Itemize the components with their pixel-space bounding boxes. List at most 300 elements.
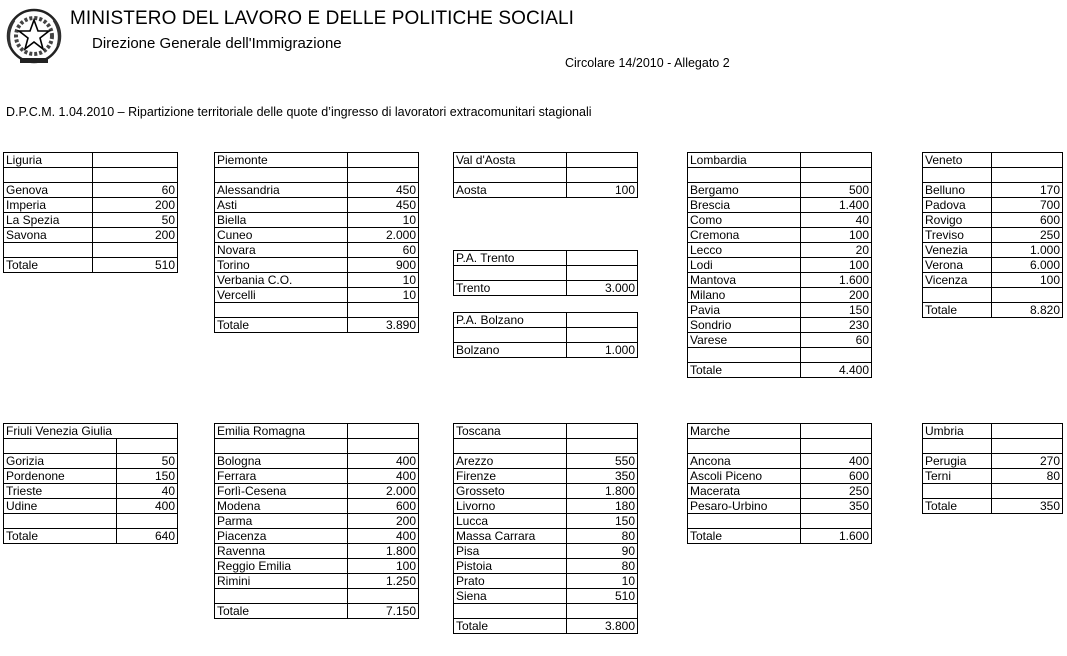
empty-cell [117,514,178,529]
table-row [688,348,872,363]
province-quota: 60 [348,243,419,258]
table-row [454,251,638,266]
table-row [4,258,178,273]
province-name: Udine [4,499,117,514]
empty-cell [454,439,567,454]
province-name: Livorno [454,499,567,514]
empty-cell [567,168,638,183]
region-name: Umbria [923,424,992,439]
table-row [688,439,872,454]
empty-cell [215,589,348,604]
table-row [454,604,638,619]
table-row [215,168,419,183]
province-quota: 60 [93,183,178,198]
empty-cell [567,251,638,266]
table-row [454,454,638,469]
province-quota: 550 [567,454,638,469]
province-name: Torino [215,258,348,273]
province-quota: 250 [992,228,1063,243]
table-row [454,343,638,358]
province-name: Trieste [4,484,117,499]
province-name: Genova [4,183,93,198]
table-row [454,529,638,544]
table-row [923,439,1063,454]
table-row [688,333,872,348]
empty-cell [567,266,638,281]
province-quota: 200 [93,228,178,243]
empty-cell [992,439,1063,454]
table-row [688,499,872,514]
circolare-reference: Circolare 14/2010 - Allegato 2 [565,56,730,70]
province-quota: 1.250 [348,574,419,589]
empty-cell [215,439,348,454]
table-row [688,288,872,303]
province-name: Siena [454,589,567,604]
province-quota: 600 [801,469,872,484]
province-quota: 100 [992,273,1063,288]
province-quota: 100 [567,183,638,198]
province-name: Brescia [688,198,801,213]
region-name: Marche [688,424,801,439]
table-row [688,514,872,529]
table-row [688,529,872,544]
province-quota: 250 [801,484,872,499]
province-quota: 400 [117,499,178,514]
table-row [4,153,178,168]
empty-cell [93,153,178,168]
province-quota: 200 [801,288,872,303]
province-name: Como [688,213,801,228]
table-row [215,258,419,273]
table-row [4,168,178,183]
province-name: Vicenza [923,273,992,288]
table-row [215,198,419,213]
empty-cell [4,439,117,454]
table-row [215,228,419,243]
total-label: Totale [215,318,348,333]
table-row [215,559,419,574]
province-quota: 60 [801,333,872,348]
empty-cell [348,153,419,168]
table-row [454,439,638,454]
province-quota: 170 [992,183,1063,198]
empty-cell [923,168,992,183]
region-table [453,312,638,358]
province-name: Grosseto [454,484,567,499]
province-name: Lodi [688,258,801,273]
table-row [215,288,419,303]
table-row [688,213,872,228]
region-name: Emilia Romagna [215,424,348,439]
province-quota: 40 [117,484,178,499]
table-row [4,243,178,258]
table-row [454,574,638,589]
empty-cell [688,348,801,363]
region-name: Veneto [923,153,992,168]
document-title: D.P.C.M. 1.04.2010 – Ripartizione territoriale delle quote d’ingresso di lavoratori extracomunitari stagionali [6,105,592,119]
empty-cell [454,266,567,281]
province-name: Gorizia [4,454,117,469]
province-name: Alessandria [215,183,348,198]
table-row [688,198,872,213]
table-row [923,499,1063,514]
table-row [923,469,1063,484]
province-quota: 400 [801,454,872,469]
empty-cell [454,168,567,183]
table-row [688,153,872,168]
total-label: Totale [923,499,992,514]
table-row [4,514,178,529]
table-row [215,303,419,318]
province-name: Ferrara [215,469,348,484]
province-name: Pisa [454,544,567,559]
empty-cell [454,328,567,343]
table-row [688,318,872,333]
empty-cell [93,168,178,183]
table-row [688,183,872,198]
table-row [688,454,872,469]
province-name: Lecco [688,243,801,258]
table-row [688,243,872,258]
table-row [215,574,419,589]
table-row [454,313,638,328]
province-name: Forlì-Cesena [215,484,348,499]
republic-emblem-icon [2,2,66,66]
region-table [214,423,419,619]
table-row [215,604,419,619]
empty-cell [454,604,567,619]
table-row [215,153,419,168]
empty-cell [992,288,1063,303]
province-quota: 2.000 [348,484,419,499]
province-name: Parma [215,514,348,529]
province-name: Ancona [688,454,801,469]
province-name: Savona [4,228,93,243]
province-quota: 600 [992,213,1063,228]
province-name: Lucca [454,514,567,529]
table-row [454,544,638,559]
region-table [687,423,872,544]
empty-cell [93,243,178,258]
empty-cell [801,439,872,454]
empty-cell [688,439,801,454]
table-row [4,469,178,484]
region-name: Liguria [4,153,93,168]
province-quota: 1.800 [348,544,419,559]
province-name: Bolzano [454,343,567,358]
empty-cell [992,484,1063,499]
province-quota: 450 [348,183,419,198]
table-row [688,363,872,378]
province-name: Biella [215,213,348,228]
table-row [215,499,419,514]
region-name: P.A. Bolzano [454,313,567,328]
province-name: Bergamo [688,183,801,198]
empty-cell [348,424,419,439]
empty-cell [4,168,93,183]
province-name: Treviso [923,228,992,243]
table-row [688,484,872,499]
empty-cell [348,589,419,604]
region-name: Piemonte [215,153,348,168]
table-row [4,183,178,198]
table-row [454,153,638,168]
province-quota: 350 [567,469,638,484]
empty-cell [801,514,872,529]
province-name: Terni [923,469,992,484]
province-name: Belluno [923,183,992,198]
empty-cell [4,514,117,529]
province-quota: 80 [567,529,638,544]
table-row [4,424,178,439]
table-row [923,454,1063,469]
province-name: Cremona [688,228,801,243]
province-quota: 150 [567,514,638,529]
table-row [4,484,178,499]
empty-cell [923,439,992,454]
province-name: Varese [688,333,801,348]
table-row [454,168,638,183]
total-label: Totale [4,529,117,544]
total-label: Totale [454,619,567,634]
province-name: Padova [923,198,992,213]
empty-cell [801,168,872,183]
empty-cell [215,303,348,318]
table-row [923,228,1063,243]
province-name: Massa Carrara [454,529,567,544]
region-table [453,423,638,634]
province-name: Trento [454,281,567,296]
table-row [454,424,638,439]
province-name: Bologna [215,454,348,469]
table-row [923,243,1063,258]
province-quota: 10 [567,574,638,589]
empty-cell [801,348,872,363]
region-table [214,152,419,333]
province-quota: 1.800 [567,484,638,499]
province-name: Pavia [688,303,801,318]
province-quota: 500 [801,183,872,198]
total-value: 510 [93,258,178,273]
province-quota: 400 [348,469,419,484]
table-row [454,619,638,634]
total-label: Totale [688,363,801,378]
table-row [454,328,638,343]
table-row [215,318,419,333]
total-value: 8.820 [992,303,1063,318]
province-name: Ravenna [215,544,348,559]
province-quota: 2.000 [348,228,419,243]
province-name: Rovigo [923,213,992,228]
table-row [215,424,419,439]
table-row [215,243,419,258]
empty-cell [567,604,638,619]
empty-cell [688,168,801,183]
province-quota: 50 [117,454,178,469]
province-name: Modena [215,499,348,514]
province-quota: 1.000 [567,343,638,358]
province-quota: 350 [801,499,872,514]
empty-cell [215,168,348,183]
province-quota: 20 [801,243,872,258]
table-row [454,183,638,198]
province-name: Novara [215,243,348,258]
province-quota: 6.000 [992,258,1063,273]
total-value: 3.800 [567,619,638,634]
table-row [215,544,419,559]
total-label: Totale [688,529,801,544]
province-name: Rimini [215,574,348,589]
table-row [923,303,1063,318]
table-row [923,424,1063,439]
province-quota: 10 [348,213,419,228]
province-quota: 10 [348,273,419,288]
province-quota: 100 [801,228,872,243]
province-quota: 1.600 [801,273,872,288]
province-name: Macerata [688,484,801,499]
province-name: Pistoia [454,559,567,574]
province-quota: 600 [348,499,419,514]
province-name: Verbania C.O. [215,273,348,288]
table-row [215,273,419,288]
table-row [215,589,419,604]
table-row [215,183,419,198]
region-name: Lombardia [688,153,801,168]
table-row [688,168,872,183]
empty-cell [688,514,801,529]
region-table [687,152,872,378]
province-name: Imperia [4,198,93,213]
table-row [454,469,638,484]
directorate-name: Direzione Generale dell'Immigrazione [92,35,342,52]
empty-cell [348,439,419,454]
empty-cell [992,168,1063,183]
empty-cell [567,439,638,454]
table-row [454,559,638,574]
region-name: Toscana [454,424,567,439]
table-row [215,469,419,484]
table-row [4,198,178,213]
table-row [215,484,419,499]
empty-cell [117,439,178,454]
empty-cell [923,484,992,499]
province-quota: 270 [992,454,1063,469]
region-name: Val d'Aosta [454,153,567,168]
table-row [923,213,1063,228]
table-row [688,424,872,439]
table-row [215,213,419,228]
table-row [923,183,1063,198]
table-row [4,439,178,454]
province-quota: 80 [567,559,638,574]
province-name: Pesaro-Urbino [688,499,801,514]
empty-cell [348,303,419,318]
province-quota: 1.400 [801,198,872,213]
empty-cell [801,424,872,439]
province-quota: 40 [801,213,872,228]
total-label: Totale [4,258,93,273]
total-value: 3.890 [348,318,419,333]
province-name: Milano [688,288,801,303]
province-quota: 50 [93,213,178,228]
empty-cell [567,424,638,439]
table-row [688,273,872,288]
province-name: Reggio Emilia [215,559,348,574]
total-label: Totale [923,303,992,318]
table-row [923,258,1063,273]
province-name: La Spezia [4,213,93,228]
province-quota: 450 [348,198,419,213]
empty-cell [567,153,638,168]
table-row [923,153,1063,168]
province-quota: 100 [801,258,872,273]
region-table [3,423,178,544]
region-table [922,152,1063,318]
table-row [454,514,638,529]
province-quota: 150 [117,469,178,484]
province-name: Asti [215,198,348,213]
table-row [454,266,638,281]
ministry-name: MINISTERO DEL LAVORO E DELLE POLITICHE SOCIALI [70,8,575,29]
province-quota: 700 [992,198,1063,213]
total-value: 7.150 [348,604,419,619]
province-quota: 3.000 [567,281,638,296]
province-name: Firenze [454,469,567,484]
table-row [4,213,178,228]
province-quota: 900 [348,258,419,273]
table-row [923,168,1063,183]
province-name: Ascoli Piceno [688,469,801,484]
province-quota: 90 [567,544,638,559]
table-row [688,228,872,243]
province-name: Piacenza [215,529,348,544]
province-name: Cuneo [215,228,348,243]
region-name: Friuli Venezia Giulia [4,424,178,439]
table-row [688,303,872,318]
region-table [3,152,178,273]
province-quota: 200 [93,198,178,213]
province-quota: 80 [992,469,1063,484]
province-name: Pordenone [4,469,117,484]
total-value: 1.600 [801,529,872,544]
region-table [922,423,1063,514]
province-name: Perugia [923,454,992,469]
province-quota: 230 [801,318,872,333]
table-row [215,439,419,454]
empty-cell [992,424,1063,439]
total-label: Totale [215,604,348,619]
province-quota: 150 [801,303,872,318]
table-row [215,514,419,529]
province-name: Sondrio [688,318,801,333]
table-row [923,484,1063,499]
province-quota: 1.000 [992,243,1063,258]
province-name: Prato [454,574,567,589]
province-quota: 100 [348,559,419,574]
table-row [454,281,638,296]
province-name: Arezzo [454,454,567,469]
province-name: Aosta [454,183,567,198]
province-name: Verona [923,258,992,273]
province-name: Vercelli [215,288,348,303]
province-quota: 180 [567,499,638,514]
table-row [4,454,178,469]
empty-cell [801,153,872,168]
table-row [215,454,419,469]
table-row [688,258,872,273]
table-row [454,484,638,499]
table-row [923,288,1063,303]
